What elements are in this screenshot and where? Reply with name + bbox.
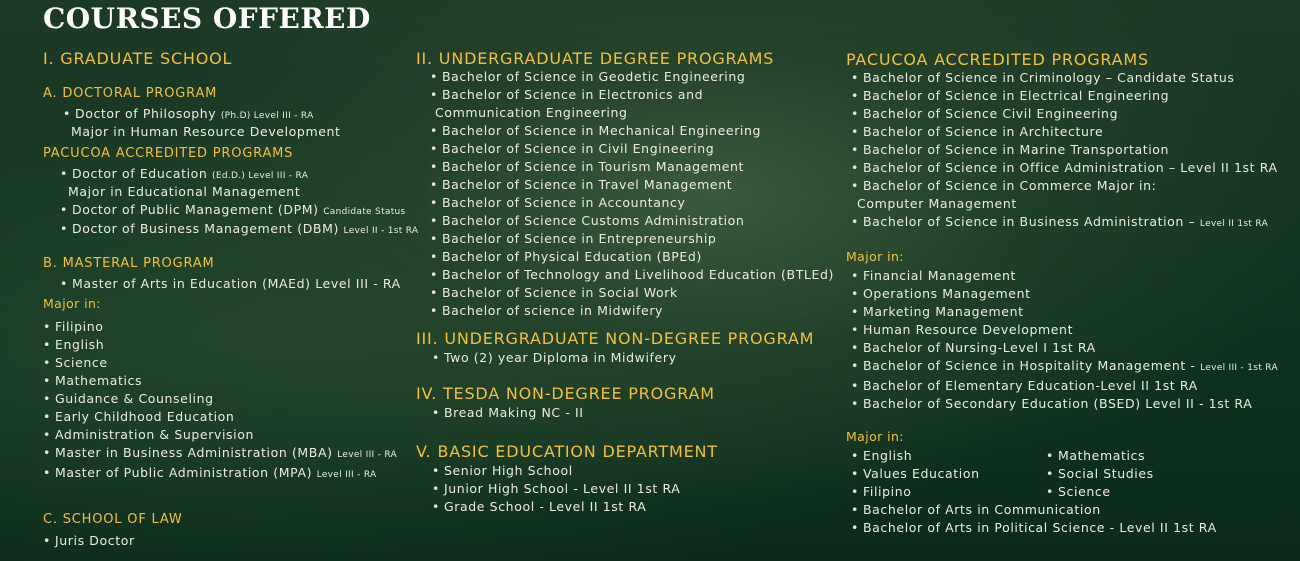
undergraduate-degree-heading: II. UNDERGRADUATE DEGREE PROGRAMS — [416, 49, 775, 68]
list-item: • Bachelor of Science in Geodetic Engineering — [430, 69, 746, 84]
list-item: • Bread Making NC - II — [432, 405, 584, 420]
pacucoa-graduate-heading: PACUCOA ACCREDITED PROGRAMS — [43, 146, 294, 161]
list-item: • Bachelor of science in Midwifery — [430, 303, 664, 318]
list-item: • Bachelor of Arts in Communication — [851, 502, 1101, 517]
list-item: • Marketing Management — [851, 304, 1024, 319]
list-item-continuation: Communication Engineering — [435, 105, 628, 120]
list-item: • Grade School - Level II 1st RA — [432, 499, 647, 514]
list-item: • Bachelor of Science in Electrical Engineering — [851, 88, 1170, 103]
list-item: • Bachelor of Physical Education (BPEd) — [430, 249, 702, 264]
major-in-label: Major in: — [43, 296, 101, 311]
list-item: • Science — [1046, 484, 1111, 499]
list-item: • Bachelor of Science in Hospitality Management - Level III - 1st RA — [851, 358, 1278, 373]
list-item-continuation: Major in Educational Management — [68, 184, 301, 199]
list-item: • Bachelor of Science in Social Work — [430, 285, 678, 300]
list-item: • Administration & Supervision — [43, 427, 254, 442]
undergraduate-non-degree-heading: III. UNDERGRADUATE NON-DEGREE PROGRAM — [416, 329, 815, 348]
bsed-majors-right — [1046, 447, 1154, 501]
list-item: • Mathematics — [43, 373, 143, 388]
list-item: • Filipino — [851, 484, 912, 499]
list-item: • Human Resource Development — [851, 322, 1074, 337]
list-item: • Bachelor of Science in Electronics and — [430, 87, 704, 102]
undergraduate-degree-list — [430, 68, 834, 320]
list-item: • Bachelor of Science in Marine Transportation — [851, 142, 1170, 157]
list-item: • Bachelor of Nursing-Level I 1st RA — [851, 340, 1096, 355]
list-item: • Bachelor of Science in Architecture — [851, 124, 1104, 139]
list-item: • Mathematics — [1046, 448, 1146, 463]
list-item: • Senior High School — [432, 463, 573, 478]
doctoral-program-heading: A. DOCTORAL PROGRAM — [43, 86, 218, 101]
list-item: • English — [851, 448, 913, 463]
list-item-continuation: Computer Management — [857, 196, 1017, 211]
graduate-school-heading: I. GRADUATE SCHOOL — [43, 49, 233, 68]
bsed-majors-left — [851, 447, 1217, 537]
major-in-label: Major in: — [846, 429, 904, 444]
tesda-heading: IV. TESDA NON-DEGREE PROGRAM — [416, 384, 715, 403]
page-title: COURSES OFFERED — [43, 2, 371, 35]
list-item: • Guidance & Counseling — [43, 391, 214, 406]
list-item: • Master of Public Administration (MPA) Level III - RA — [43, 465, 377, 480]
list-item: • Bachelor of Science in Tourism Management — [430, 159, 745, 174]
list-item: • Junior High School - Level II 1st RA — [432, 481, 681, 496]
list-item: • English — [43, 337, 105, 352]
list-item: • Doctor of Business Management (DBM) Level II - 1st RA — [60, 221, 419, 236]
masteral-majors-list — [43, 318, 397, 484]
list-item: • Values Education — [851, 466, 980, 481]
list-item: • Operations Management — [851, 286, 1031, 301]
list-item: • Bachelor of Science in Commerce Major in: — [851, 178, 1157, 193]
list-item: • Filipino — [43, 319, 104, 334]
list-item-continuation: Major in Human Resource Development — [71, 124, 341, 139]
basic-education-heading: V. BASIC EDUCATION DEPARTMENT — [416, 442, 718, 461]
list-item: • Bachelor of Science in Accountancy — [430, 195, 686, 210]
list-item: • Doctor of Education (Ed.D.) Level III - RA — [60, 166, 309, 181]
list-item: • Doctor of Philosophy (Ph.D) Level III - RA — [63, 106, 314, 121]
list-item: • Early Childhood Education — [43, 409, 235, 424]
pacucoa-list — [851, 69, 1278, 233]
list-item: • Bachelor of Science in Criminology – Candidate Status — [851, 70, 1235, 85]
list-item: • Bachelor of Science Customs Administration — [430, 213, 745, 228]
list-item: • Social Studies — [1046, 466, 1154, 481]
major-in-label: Major in: — [846, 249, 904, 264]
list-item: • Science — [43, 355, 108, 370]
list-item: • Bachelor of Science in Civil Engineering — [430, 141, 715, 156]
list-item: • Bachelor of Elementary Education-Level II 1st RA — [851, 378, 1198, 393]
list-item: • Bachelor of Technology and Livelihood Education (BTLEd) — [430, 267, 835, 282]
list-item: • Master of Arts in Education (MAEd) Level III - RA — [60, 276, 401, 291]
pacucoa-undergrad-heading: PACUCOA ACCREDITED PROGRAMS — [846, 50, 1149, 69]
list-item: • Bachelor of Arts in Political Science - Level II 1st RA — [851, 520, 1217, 535]
list-item: • Bachelor of Science in Office Administration – Level II 1st RA — [851, 160, 1278, 175]
list-item: • Doctor of Public Management (DPM) Candidate Status — [60, 202, 406, 217]
school-of-law-heading: C. SCHOOL OF LAW — [43, 512, 183, 527]
pacucoa-majors-list — [851, 267, 1278, 413]
list-item: • Bachelor of Science in Travel Management — [430, 177, 733, 192]
list-item: • Bachelor of Science in Entrepreneurship — [430, 231, 717, 246]
list-item: • Bachelor of Science in Business Administration – Level II 1st RA — [851, 214, 1269, 229]
list-item: • Master in Business Administration (MBA) Level III - RA — [43, 445, 397, 460]
list-item: • Bachelor of Secondary Education (BSED) Level II - 1st RA — [851, 396, 1253, 411]
list-item: • Two (2) year Diploma in Midwifery — [432, 350, 677, 365]
list-item: • Juris Doctor — [43, 533, 135, 548]
list-item: • Bachelor of Science in Mechanical Engineering — [430, 123, 762, 138]
masteral-program-heading: B. MASTERAL PROGRAM — [43, 256, 215, 271]
basic-education-list — [432, 462, 680, 516]
list-item: • Financial Management — [851, 268, 1017, 283]
list-item: • Bachelor of Science Civil Engineering — [851, 106, 1119, 121]
